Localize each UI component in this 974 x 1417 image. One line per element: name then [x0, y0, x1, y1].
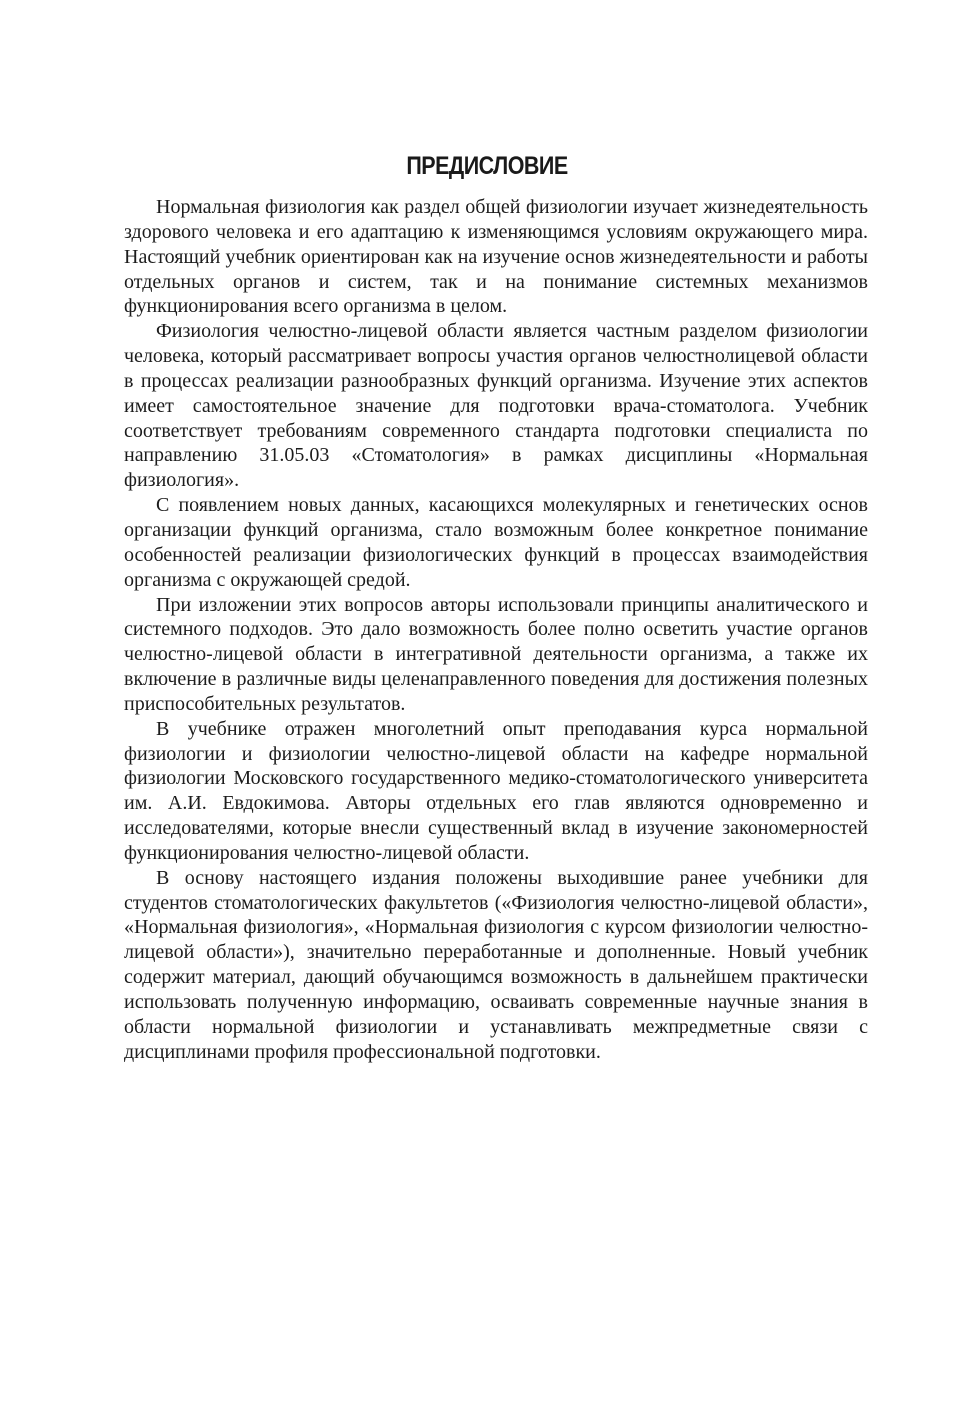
- paragraph-3: С появлением новых данных, касающихся молекулярных и генетических основ организации функций организма, стало возможным более конкретное понимание особенностей реализации физиологических функций в процессах взаимодействия организма с окружающей средой.: [124, 494, 868, 591]
- paragraph-6: В основу настоящего издания положены выходившие ранее учебники для студентов стоматологических факультетов («Физиология челюстно-лицевой области», «Нормальная физиология», «Нормальная физиология с курсом физиологии челюстно-лицевой области»), значительно переработанные и дополненные. Новый учебник содержит материал, дающий обучающимся возможность в дальнейшем практически использовать полученную информацию, осваивать современные научные знания в области нормальной физиологии и устанавливать межпредметные связи с дисциплинами профиля профессиональной подготовки.: [124, 866, 868, 1063]
- body-text: [124, 195, 868, 1065]
- paragraph-1: Нормальная физиология как раздел общей физиологии изучает жизнедеятельность здорового человека и его адаптацию к изменяющимся условиям окружающего мира. Настоящий учебник ориентирован как на изучение основ жизнедеятельности и работы отдельных органов и систем, так и на понимание системных механизмов функционирования всего организма в целом.: [124, 196, 868, 318]
- paragraph-2: Физиология челюстно-лицевой области является частным разделом физиологии человека, который рассматривает вопросы участия органов челюстнолицевой области в процессах реализации разнообразных функций организма. Изучение этих аспектов имеет самостоятельное значение для подготовки врача-стоматолога. Учебник соответствует требованиям современного стандарта подготовки специалиста по направлению 31.05.03 «Стоматология» в рамках дисциплины «Нормальная физиология».: [124, 320, 868, 492]
- page-heading: ПРЕДИСЛОВИЕ: [406, 152, 568, 180]
- paragraph-4: При изложении этих вопросов авторы использовали принципы аналитического и системного подходов. Это дало возможность более полно осветить участие органов челюстно-лицевой области в интегративной деятельности организма, а также их включение в различные виды целенаправленного поведения для достижения полезных приспособительных результатов.: [124, 593, 868, 715]
- paragraph-5: В учебнике отражен многолетний опыт преподавания курса нормальной физиологии и физиологии челюстно-лицевой области на кафедре нормальной физиологии Московского государственного медико-стоматологического университета им. А.И. Евдокимова. Авторы отдельных его глав являются одновременно и исследователями, которые внесли существенный вклад в изучение закономерностей функционирования челюстно-лицевой области.: [124, 717, 868, 864]
